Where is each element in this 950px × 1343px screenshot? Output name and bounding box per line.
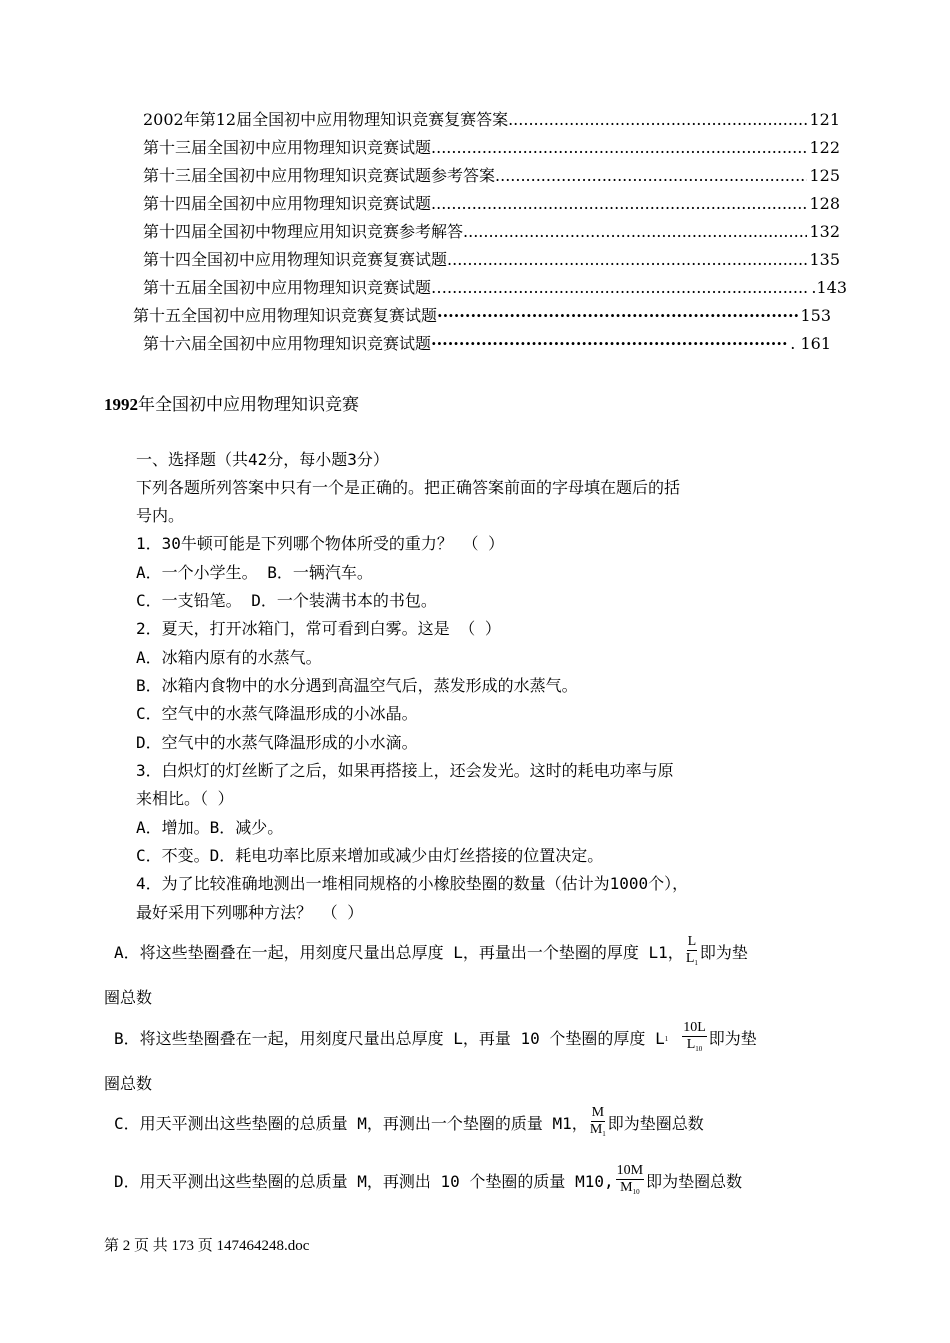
fraction-numerator: 10L	[683, 1020, 706, 1035]
answer-option: A．冰箱内原有的水蒸气。	[136, 648, 322, 667]
subscript: 1	[602, 1130, 606, 1138]
toc-entry[interactable]	[143, 138, 840, 158]
toc-entry-title: 第十六届全国初中应用物理知识竞赛试题	[143, 334, 432, 353]
fraction-denominator	[687, 1037, 703, 1057]
answer-options: C．一支铅笔。 D．一个装满书本的书包。	[136, 591, 437, 610]
denominator-text: M	[620, 1180, 633, 1195]
toc-leader-dots	[447, 250, 807, 270]
heading-year: 1992	[104, 395, 138, 414]
toc-leader-dots	[495, 166, 807, 186]
fraction-numerator: M	[591, 1105, 605, 1120]
answer-options: A．增加。B．减少。	[136, 818, 284, 837]
toc-leader-dots	[431, 194, 807, 214]
question-text: 3．白炽灯的灯丝断了之后，如果再搭接上，还会发光。这时的耗电功率与原	[136, 761, 674, 780]
toc-leader-dots	[463, 222, 807, 242]
toc-entry-title: 第十五届全国初中应用物理知识竞赛试题…	[143, 278, 448, 297]
fraction	[682, 1020, 707, 1057]
toc-entry-title: 第十三届全国初中应用物理知识竞赛试题	[143, 138, 432, 157]
answer-options: C．不变。D．耗电功率比原来增加或减少由灯丝搭接的位置决定。	[136, 846, 604, 865]
instructions-line: 号内。	[136, 506, 185, 525]
question-text: 最好采用下列哪种方法？ （ ）	[136, 903, 364, 922]
toc-entry-title: 第十四届全国初中应用物理知识竞赛试题	[143, 194, 432, 213]
answer-option-a	[114, 934, 748, 971]
fraction-denominator	[620, 1180, 639, 1200]
answer-option-b	[114, 1020, 757, 1057]
toc-entry-title: 第十三届全国初中应用物理知识竞赛试题参考答案	[143, 166, 496, 185]
denominator-text: L	[685, 951, 695, 966]
heading-text: 年全国初中应用物理知识竞赛	[138, 395, 359, 415]
instructions-line: 下列各题所列答案中只有一个是正确的。把正确答案前面的字母填在题后的括	[136, 478, 681, 497]
answer-options: A．一个小学生。 B．一辆汽车。	[136, 563, 373, 582]
fraction	[686, 934, 698, 971]
question-text: 4．为了比较准确地测出一堆相同规格的小橡胶垫圈的数量（估计为1000个），	[136, 874, 689, 893]
answer-option: D．空气中的水蒸气降温形成的小水滴。	[136, 733, 418, 752]
toc-entry[interactable]	[143, 334, 831, 354]
option-text: 即为垫圈总数	[607, 1113, 704, 1133]
toc-entry[interactable]	[143, 166, 840, 186]
option-continuation: 圈总数	[104, 988, 153, 1007]
fraction-denominator	[686, 951, 698, 971]
question-text: 2．夏天，打开冰箱门，常可看到白雾。这是 （ ）	[136, 619, 501, 638]
fraction-numerator: 10M	[616, 1163, 644, 1178]
subscript: 10	[695, 1045, 703, 1053]
answer-option-d	[114, 1163, 742, 1200]
toc-entry[interactable]	[133, 306, 831, 326]
answer-option: B．冰箱内食物中的水分遇到高温空气后，蒸发形成的水蒸气。	[136, 676, 578, 695]
denominator-text: M	[589, 1122, 603, 1137]
toc-entry[interactable]	[143, 250, 840, 270]
fraction	[616, 1163, 644, 1200]
fraction-numerator: L	[687, 934, 697, 949]
answer-option-c	[114, 1105, 704, 1142]
answer-option: C．空气中的水蒸气降温形成的小冰晶。	[136, 704, 418, 723]
denominator-text: L	[686, 1037, 696, 1052]
toc-entry[interactable]	[143, 110, 840, 130]
toc-entry-title: 2002年第12届全国初中应用物理知识竞赛复赛答案	[143, 110, 509, 129]
section-title: 一、选择题（共42分，每小题3分）	[136, 450, 389, 469]
toc-entry[interactable]	[143, 194, 840, 214]
toc-leader-dots	[437, 306, 798, 326]
section-heading	[104, 394, 359, 416]
toc-entry-title: 第十四全国初中应用物理知识竞赛复赛试题	[143, 250, 448, 269]
option-text: A．将这些垫圈叠在一起，用刻度尺量出总厚度 L，再量出一个垫圈的厚度 L1，	[114, 942, 684, 962]
option-text: 即为垫圈总数	[646, 1171, 743, 1191]
toc-entry-title: 第十五全国初中应用物理知识竞赛复赛试题	[133, 306, 438, 325]
toc-entry-page: 153	[800, 306, 831, 325]
toc-leader-dots	[508, 110, 807, 130]
option-continuation: 圈总数	[104, 1074, 153, 1093]
toc-leader-dots	[431, 138, 807, 158]
subscript: 1	[694, 959, 698, 967]
option-text: 即为垫	[708, 1028, 757, 1048]
toc-entry-page: 135	[809, 250, 840, 269]
toc-entry[interactable]	[143, 278, 847, 298]
toc-entry-page: 128	[809, 194, 840, 213]
option-text: C．用天平测出这些垫圈的总质量 M，再测出一个垫圈的质量 M1，	[114, 1113, 588, 1133]
toc-entry-title: 第十四届全国初中物理应用知识竞赛参考解答	[143, 222, 464, 241]
question-text: 来相比。（ ）	[136, 789, 234, 808]
toc-entry[interactable]	[143, 222, 840, 242]
option-text: D．用天平测出这些垫圈的总质量 M，再测出 10 个垫圈的质量 M10,	[114, 1171, 614, 1191]
toc-entry-page: 122	[809, 138, 840, 157]
toc-entry-page: . 161	[790, 334, 831, 353]
toc-leader-dots	[431, 334, 788, 354]
subscript: 1	[664, 1034, 669, 1043]
toc-entry-page: 121	[809, 110, 840, 129]
toc-entry-page: .143	[811, 278, 847, 297]
toc-entry-page: 132	[809, 222, 840, 241]
subscript: 10	[632, 1188, 640, 1196]
question-text: 1．30牛顿可能是下列哪个物体所受的重力？ （ ）	[136, 534, 505, 553]
page-footer: 第 2 页 共 173 页 147464248.doc	[104, 1238, 310, 1254]
toc-leader-dots	[447, 278, 809, 298]
fraction	[590, 1105, 606, 1142]
option-text: B．将这些垫圈叠在一起，用刻度尺量出总厚度 L，再量 10 个垫圈的厚度 L	[114, 1028, 665, 1048]
fraction-denominator	[590, 1122, 606, 1142]
toc-entry-page: 125	[809, 166, 840, 185]
option-text: 即为垫	[699, 942, 748, 962]
